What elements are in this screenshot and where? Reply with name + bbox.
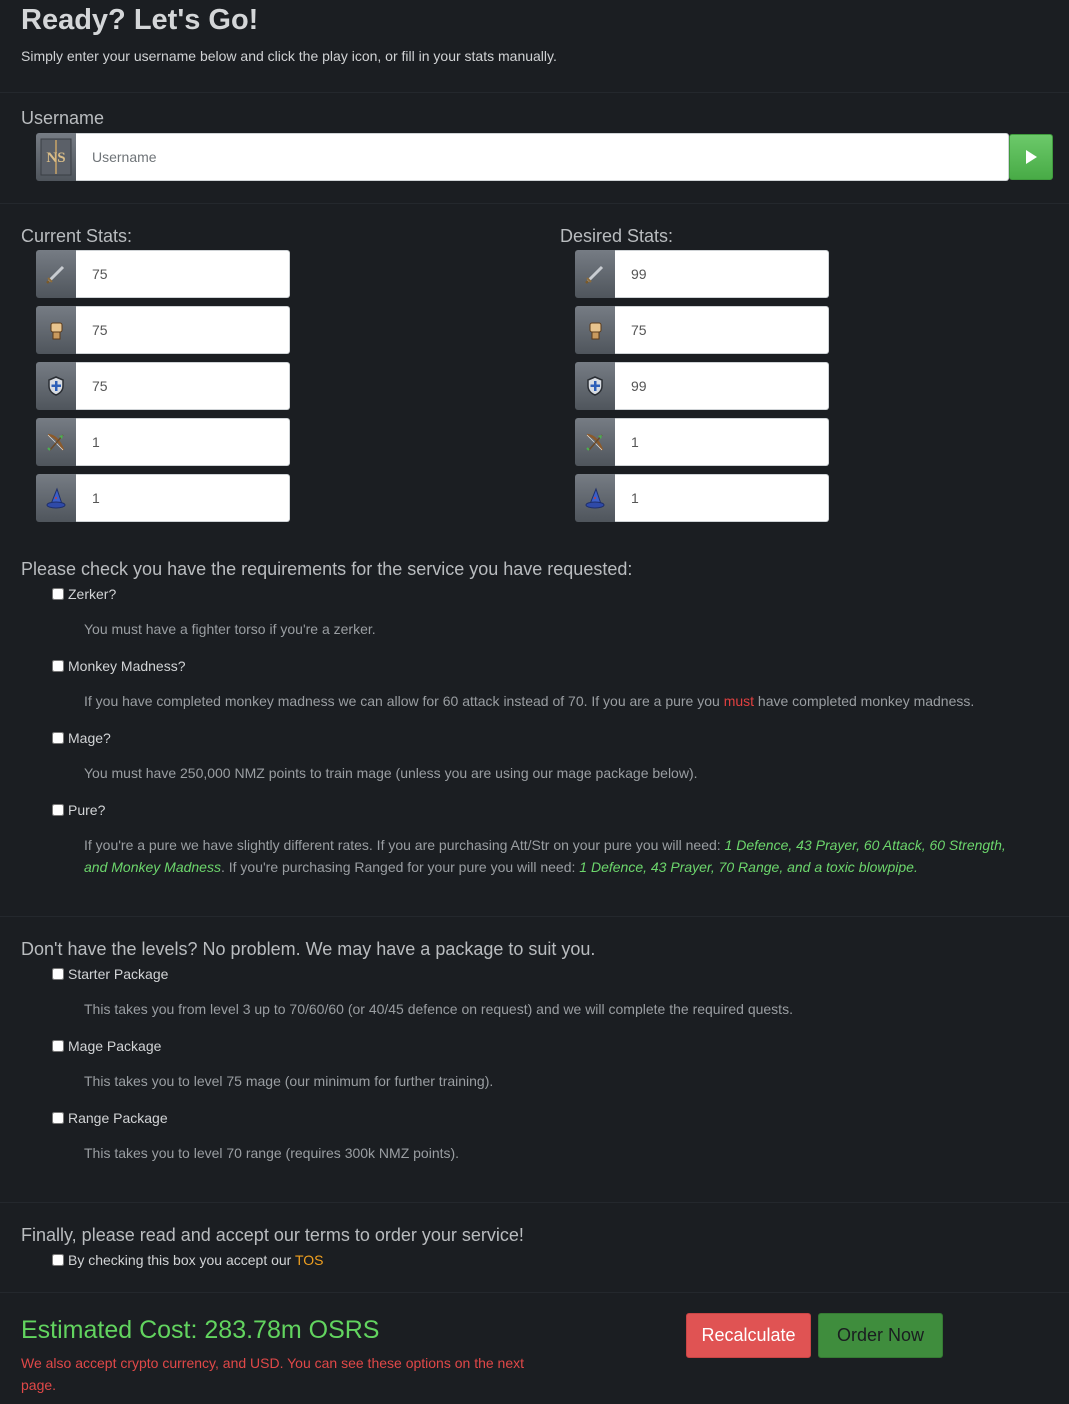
pure-description: If you're a pure we have slightly different rates. If you are purchasing Att/Str on your pure you will need: 1 Defence, 43 Prayer, 60 Attack, 60 Strength, and Monkey Madness. If you're purchasing Ranged for your pure you will need: 1 Defence, 43 Prayer, 70 Range, and a toxic blowpipe. (84, 837, 1006, 875)
pure-checkbox-row[interactable] (52, 802, 105, 818)
defence-shield-icon (36, 362, 76, 410)
desired-stat-row (575, 362, 829, 410)
order-now-button[interactable]: Order Now (818, 1313, 943, 1358)
divider (0, 916, 1069, 917)
starter-package-checkbox-row[interactable] (52, 966, 168, 982)
crypto-notice: We also accept crypto currency, and USD. You can see these options on the next page. (21, 1355, 525, 1393)
tos-checkbox[interactable] (52, 1254, 64, 1266)
desired-stat-row (575, 474, 829, 522)
current-stat-input[interactable] (76, 418, 290, 466)
divider (0, 203, 1069, 204)
magic-hat-icon (36, 474, 76, 522)
play-icon (1024, 149, 1038, 165)
desired-stat-row (575, 306, 829, 354)
username-input[interactable] (76, 133, 1009, 181)
ranged-bow-icon (575, 418, 615, 466)
desired-stat-input[interactable] (615, 250, 829, 298)
tos-checkbox-row[interactable] (52, 1252, 324, 1268)
desired-stat-input[interactable] (615, 306, 829, 354)
must-emphasis: must (723, 693, 755, 709)
mage-checkbox[interactable] (52, 732, 64, 744)
current-stat-input[interactable] (76, 362, 290, 410)
desired-stat-row (575, 250, 829, 298)
ns-logo-icon (36, 133, 76, 181)
packages-heading: Don't have the levels? No problem. We may have a package to suit you. (21, 939, 596, 959)
divider (0, 92, 1069, 93)
recalculate-button[interactable]: Recalculate (686, 1313, 811, 1358)
pure-attstr-requirements: 1 Defence, 43 Prayer, 60 Attack, 60 Strength, and Monkey Madness (84, 837, 1006, 875)
current-stat-input[interactable] (76, 250, 290, 298)
divider (0, 1292, 1069, 1293)
current-stat-row (36, 250, 290, 298)
range-package-description: This takes you to level 70 range (requires 300k NMZ points). (84, 1145, 460, 1161)
desired-stat-input[interactable] (615, 362, 829, 410)
pure-label: Pure? (68, 802, 106, 818)
mage-checkbox-row[interactable] (52, 730, 111, 746)
page-title: Ready? Let's Go! (21, 4, 259, 36)
username-label: Username (21, 108, 105, 128)
mage-description: You must have 250,000 NMZ points to train mage (unless you are using our mage package below). (84, 765, 698, 781)
attack-sword-icon (36, 250, 76, 298)
current-stat-input[interactable] (76, 306, 290, 354)
starter-package-checkbox[interactable] (52, 968, 64, 980)
defence-shield-icon (575, 362, 615, 410)
requirements-heading: Please check you have the requirements for the service you have requested: (21, 559, 633, 579)
monkey-madness-label: Monkey Madness? (68, 658, 186, 674)
mage-package-checkbox[interactable] (52, 1040, 64, 1052)
ranged-bow-icon (36, 418, 76, 466)
svg-text:NS: NS (46, 150, 66, 166)
zerker-checkbox-row[interactable] (52, 586, 116, 602)
monkey-madness-description: If you have completed monkey madness we can allow for 60 attack instead of 70. If you are a pure you must have completed monkey madness. (84, 693, 975, 709)
play-button[interactable] (1009, 134, 1053, 180)
desired-stat-input[interactable] (615, 418, 829, 466)
mage-label: Mage? (68, 730, 111, 746)
mage-package-description: This takes you to level 75 mage (our minimum for further training). (84, 1073, 494, 1089)
current-stat-row (36, 474, 290, 522)
magic-hat-icon (575, 474, 615, 522)
username-input-group (36, 133, 1009, 181)
pure-ranged-requirements: 1 Defence, 43 Prayer, 70 Range, and a toxic blowpipe (579, 859, 914, 875)
range-package-checkbox[interactable] (52, 1112, 64, 1124)
zerker-description: You must have a fighter torso if you're a zerker. (84, 621, 376, 637)
current-stat-input[interactable] (76, 474, 290, 522)
current-stat-row (36, 306, 290, 354)
desired-stat-input[interactable] (615, 474, 829, 522)
strength-fist-icon (36, 306, 76, 354)
monkey-madness-checkbox-row[interactable] (52, 658, 186, 674)
desired-stats-label: Desired Stats: (560, 226, 674, 246)
current-stat-row (36, 362, 290, 410)
starter-package-description: This takes you from level 3 up to 70/60/60 (or 40/45 defence on request) and we will complete the required quests. (84, 1001, 793, 1017)
starter-package-label: Starter Package (68, 966, 169, 982)
tos-link[interactable]: TOS (294, 1252, 324, 1268)
mage-package-checkbox-row[interactable] (52, 1038, 161, 1054)
range-package-label: Range Package (68, 1110, 168, 1126)
desired-stat-row (575, 418, 829, 466)
monkey-madness-checkbox[interactable] (52, 660, 64, 672)
mage-package-label: Mage Package (68, 1038, 162, 1054)
zerker-label: Zerker? (68, 586, 117, 602)
attack-sword-icon (575, 250, 615, 298)
divider (0, 1202, 1069, 1203)
current-stat-row (36, 418, 290, 466)
tos-label: By checking this box you accept our TOS (68, 1252, 324, 1268)
page-subtitle: Simply enter your username below and click the play icon, or fill in your stats manually. (21, 48, 557, 64)
zerker-checkbox[interactable] (52, 588, 64, 600)
pure-checkbox[interactable] (52, 804, 64, 816)
terms-heading: Finally, please read and accept our terms to order your service! (21, 1225, 524, 1245)
current-stats-label: Current Stats: (21, 226, 133, 246)
strength-fist-icon (575, 306, 615, 354)
estimated-cost: Estimated Cost: 283.78m OSRS (21, 1316, 380, 1344)
range-package-checkbox-row[interactable] (52, 1110, 168, 1126)
